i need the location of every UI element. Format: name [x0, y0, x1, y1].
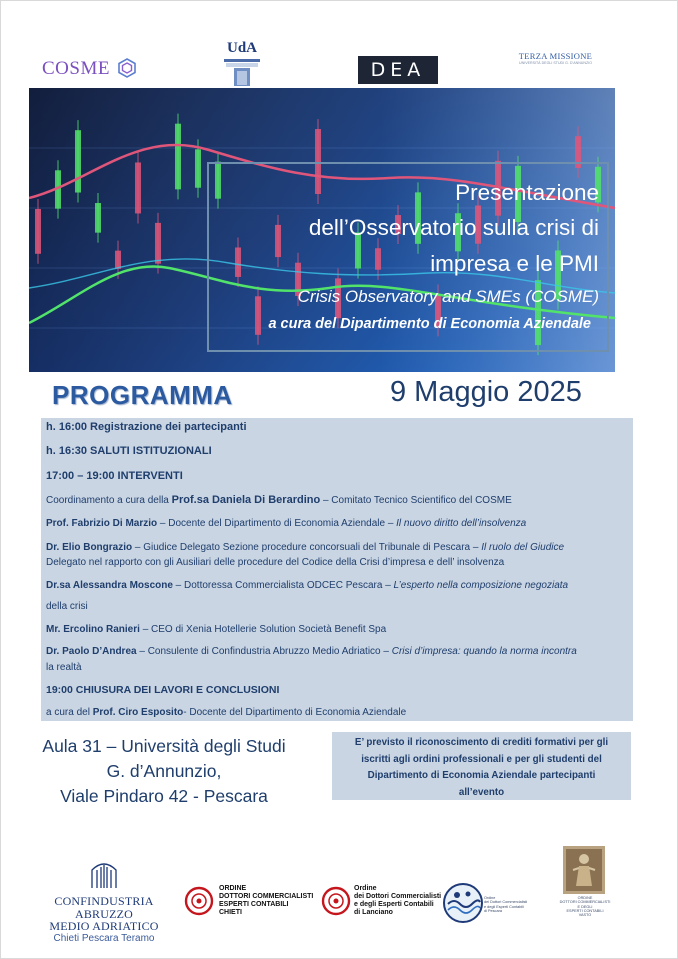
- pescara-line-4: di Pescara: [484, 908, 502, 913]
- speaker-2-title-b: Delegato nel rapporto con gli Ausiliari delle procedure del Codice della Crisi d’impresa e dell’ insolvenza: [46, 557, 505, 568]
- venue-line-2: G. d’Annunzio,: [106, 761, 222, 781]
- cosme-mark-icon: [118, 58, 136, 78]
- odcec-pescara-text: [484, 896, 528, 913]
- program-row-greetings: h. 16:30 SALUTI ISTITUZIONALI: [46, 445, 212, 457]
- programma-heading: PROGRAMMA: [52, 380, 233, 410]
- candle-body: [195, 149, 201, 187]
- candle-body: [95, 203, 101, 233]
- speaker-2-title-a: Il ruolo del Giudice: [481, 542, 565, 553]
- vasto-line-3: E DEGLI: [577, 904, 593, 909]
- dea-logo: DEA: [358, 56, 438, 84]
- candle-body: [75, 130, 81, 192]
- credits-line-1: E’ previsto il riconoscimento di crediti formativi per gli: [354, 737, 609, 748]
- program-row-closing: 19:00 CHIUSURA DEI LAVORI E CONCLUSIONI: [46, 684, 280, 696]
- lanciano-line-4: di Lanciano: [354, 909, 393, 916]
- speaker-2-name: Dr. Elio Bongrazio: [46, 542, 133, 553]
- speaker-1-role: – Docente del Dipartimento di Economia Aziendale –: [157, 518, 397, 529]
- uda-logo: [220, 40, 264, 88]
- terza-missione-text: TERZA MISSIONE: [518, 51, 593, 61]
- terza-missione-sub: UNIVERSITÀ DEGLI STUDI G. D'ANNUNZIO: [519, 61, 592, 65]
- speaker-5-title-a: Crisi d’impresa: quando la norma incontra: [391, 646, 577, 657]
- candle-body: [135, 162, 141, 213]
- program-row-interventions: 17:00 – 19:00 INTERVENTI: [46, 470, 183, 482]
- venue-line-1: Aula 31 – Università degli Studi: [42, 736, 286, 756]
- program-row-coordination: [46, 494, 512, 506]
- speaker-row-5: [46, 646, 577, 657]
- odcec-chieti-emblem-icon: [184, 886, 214, 916]
- lanciano-line-3: e degli Esperti Contabili: [354, 901, 434, 908]
- banner-title-line-2: dell’Osservatorio sulla crisi di: [308, 215, 599, 240]
- speaker-row-3: [46, 580, 568, 591]
- event-date: 9 Maggio 2025: [390, 376, 582, 408]
- credits-line-2: iscritti agli ordini professionali e per gli studenti del: [361, 753, 602, 765]
- hero-banner: [29, 88, 615, 372]
- odcec-pescara-emblem-icon: [442, 882, 484, 924]
- speaker-5-name: Dr. Paolo D’Andrea: [46, 646, 137, 657]
- banner-subtitle: Crisis Observatory and SMEs (COSME): [297, 287, 599, 306]
- chieti-line-2: DOTTORI COMMERCIALISTI: [219, 893, 314, 900]
- odcec-lanciano-emblem-icon: [321, 886, 351, 916]
- speaker-3-title-b: della crisi: [46, 601, 88, 612]
- banner-title-line-3: impresa e le PMI: [430, 251, 599, 276]
- vasto-line-4: ESPERTI CONTABILI: [566, 908, 604, 913]
- venue-line-3: Viale Pindaro 42 - Pescara: [60, 786, 268, 806]
- chieti-line-3: ESPERTI CONTABILI: [219, 901, 289, 908]
- program-row-registration: h. 16:00 Registrazione dei partecipanti: [46, 421, 247, 433]
- confindustria-name-2: MEDIO ADRIATICO: [49, 919, 159, 933]
- closing-name: Prof. Ciro Esposito: [92, 707, 184, 718]
- program-row-closing-speaker: [46, 707, 406, 718]
- pescara-line-1: Ordine: [484, 896, 496, 900]
- candle-body: [175, 124, 181, 190]
- speaker-3-name: Dr.sa Alessandra Moscone: [46, 580, 173, 591]
- banner-title-line-1: Presentazione: [455, 180, 599, 205]
- uda-logo-text: UdA: [226, 40, 257, 56]
- confindustria-emblem-icon: [87, 860, 121, 890]
- pescara-line-3: e degli Esperti Contabili: [484, 904, 524, 909]
- coord-suffix: – Comitato Tecnico Scientifico del COSME: [320, 495, 512, 506]
- uda-tower-icon: [220, 57, 264, 87]
- chieti-line-4: CHIETI: [219, 909, 242, 916]
- candle-body: [115, 251, 121, 269]
- speaker-row-4: [46, 624, 386, 635]
- credits-notice: [332, 732, 631, 800]
- lanciano-line-2: dei Dottori Commercialisti: [354, 893, 442, 900]
- lanciano-line-1: Ordine: [354, 885, 377, 892]
- candle-body: [155, 223, 161, 264]
- speaker-3-title-a: L’esperto nella composizione negoziata: [393, 580, 569, 591]
- speaker-4-name: Mr. Ercolino Ranieri: [46, 624, 140, 635]
- speaker-1-title: Il nuovo diritto dell’insolvenza: [396, 518, 527, 529]
- closing-role: - Docente del Dipartimento di Economia Aziendale: [183, 707, 407, 718]
- program-panel: [41, 418, 633, 721]
- speaker-4-role: – CEO di Xenia Hotellerie Solution Società Benefit Spa: [139, 624, 387, 635]
- vasto-line-5: VASTO: [578, 913, 592, 918]
- speaker-3-role: – Dottoressa Commercialista ODCEC Pescara –: [172, 580, 394, 591]
- banner-organizer: a cura del Dipartimento di Economia Aziendale: [268, 316, 591, 332]
- credits-line-3: Dipartimento di Economia Aziendale partecipanti: [367, 770, 596, 781]
- coord-name: Prof.sa Daniela Di Berardino: [171, 494, 321, 506]
- credits-line-4: all’evento: [458, 786, 505, 798]
- speaker-2-role: – Giudice Delegato Sezione procedure concorsuali del Tribunale di Pescara –: [132, 542, 482, 553]
- closing-prefix: a cura del: [46, 707, 93, 718]
- odcec-vasto-text: [545, 896, 625, 917]
- confindustria-sub: Chieti Pescara Teramo: [53, 932, 155, 944]
- cosme-logo: [42, 58, 110, 80]
- vasto-mosaic-image: [563, 846, 605, 894]
- odcec-lanciano-text: [354, 885, 441, 917]
- speaker-row-2: [46, 542, 564, 553]
- speaker-row-1: [46, 518, 526, 529]
- terza-missione-logo: [513, 51, 598, 75]
- speaker-1-name: Prof. Fabrizio Di Marzio: [46, 518, 158, 529]
- candle-body: [35, 209, 41, 254]
- speaker-5-role: – Consulente di Confindustria Abruzzo Medio Adriatico –: [136, 646, 392, 657]
- vasto-line-2: DOTTORI COMMERCIALISTI: [559, 900, 611, 905]
- confindustria-logo: [28, 860, 180, 944]
- chieti-line-1: ORDINE: [219, 885, 247, 892]
- confindustria-name-1: CONFINDUSTRIA ABRUZZO: [54, 894, 154, 921]
- pescara-line-2: dei Dottori Commercialisti: [484, 900, 528, 905]
- odcec-chieti-text: [219, 885, 313, 917]
- cosme-logo-text: COSME: [42, 58, 110, 79]
- vasto-line-1: ORDINE: [577, 896, 593, 900]
- coord-prefix: Coordinamento a cura della: [46, 495, 172, 506]
- speaker-5-title-b: la realtà: [46, 662, 82, 673]
